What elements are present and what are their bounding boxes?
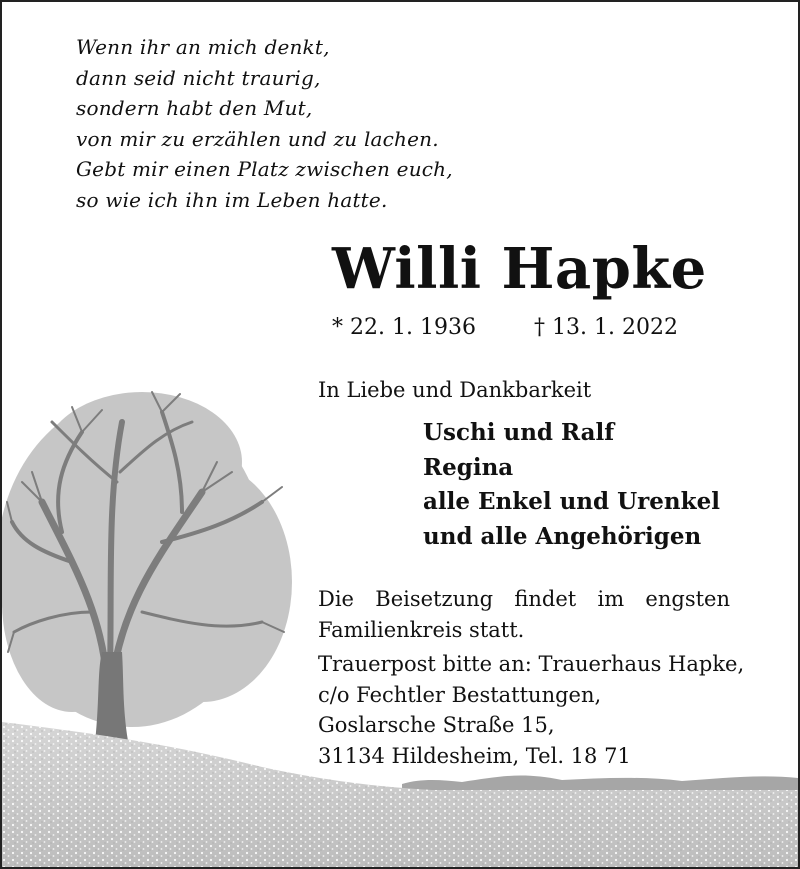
funeral-line: Familienkreis statt. [318, 618, 525, 642]
poem-line: dann seid nicht traurig, [76, 65, 321, 90]
dedication: In Liebe und Dankbarkeit [318, 378, 592, 402]
funeral-line: Die Beisetzung findet im engsten [318, 587, 730, 611]
mourners-list [423, 416, 720, 554]
mourner: Uschi und Ralf [423, 419, 615, 446]
condolence-line: Goslarsche Straße 15, [318, 713, 555, 737]
tree-canopy [2, 392, 292, 727]
condolence-line: Trauerpost bitte an: Trauerhaus Hapke, [318, 652, 745, 676]
poem [76, 32, 453, 215]
birth-date: * 22. 1. 1936 [332, 315, 476, 340]
poem-line: so wie ich ihn im Leben hatte. [76, 187, 388, 212]
condolence-line: c/o Fechtler Bestattungen, [318, 682, 602, 707]
poem-line: sondern habt den Mut, [76, 96, 313, 120]
poem-line: von mir zu erzählen und zu lachen. [76, 126, 439, 151]
deceased-name: Willi Hapke [332, 236, 707, 302]
condolence-line: 31134 Hildesheim, Tel. 18 71 [318, 743, 631, 768]
poem-line: Wenn ihr an mich denkt, [76, 35, 330, 59]
funeral-info [318, 584, 730, 646]
mourner: und alle Angehörigen [423, 522, 702, 550]
mourner: alle Enkel und Urenkel [423, 488, 720, 515]
poem-line: Gebt mir einen Platz zwischen euch, [76, 157, 453, 181]
death-date: † 13. 1. 2022 [534, 315, 678, 340]
condolence-address [318, 649, 744, 771]
treeline [402, 776, 798, 792]
mourner: Regina [423, 453, 514, 481]
